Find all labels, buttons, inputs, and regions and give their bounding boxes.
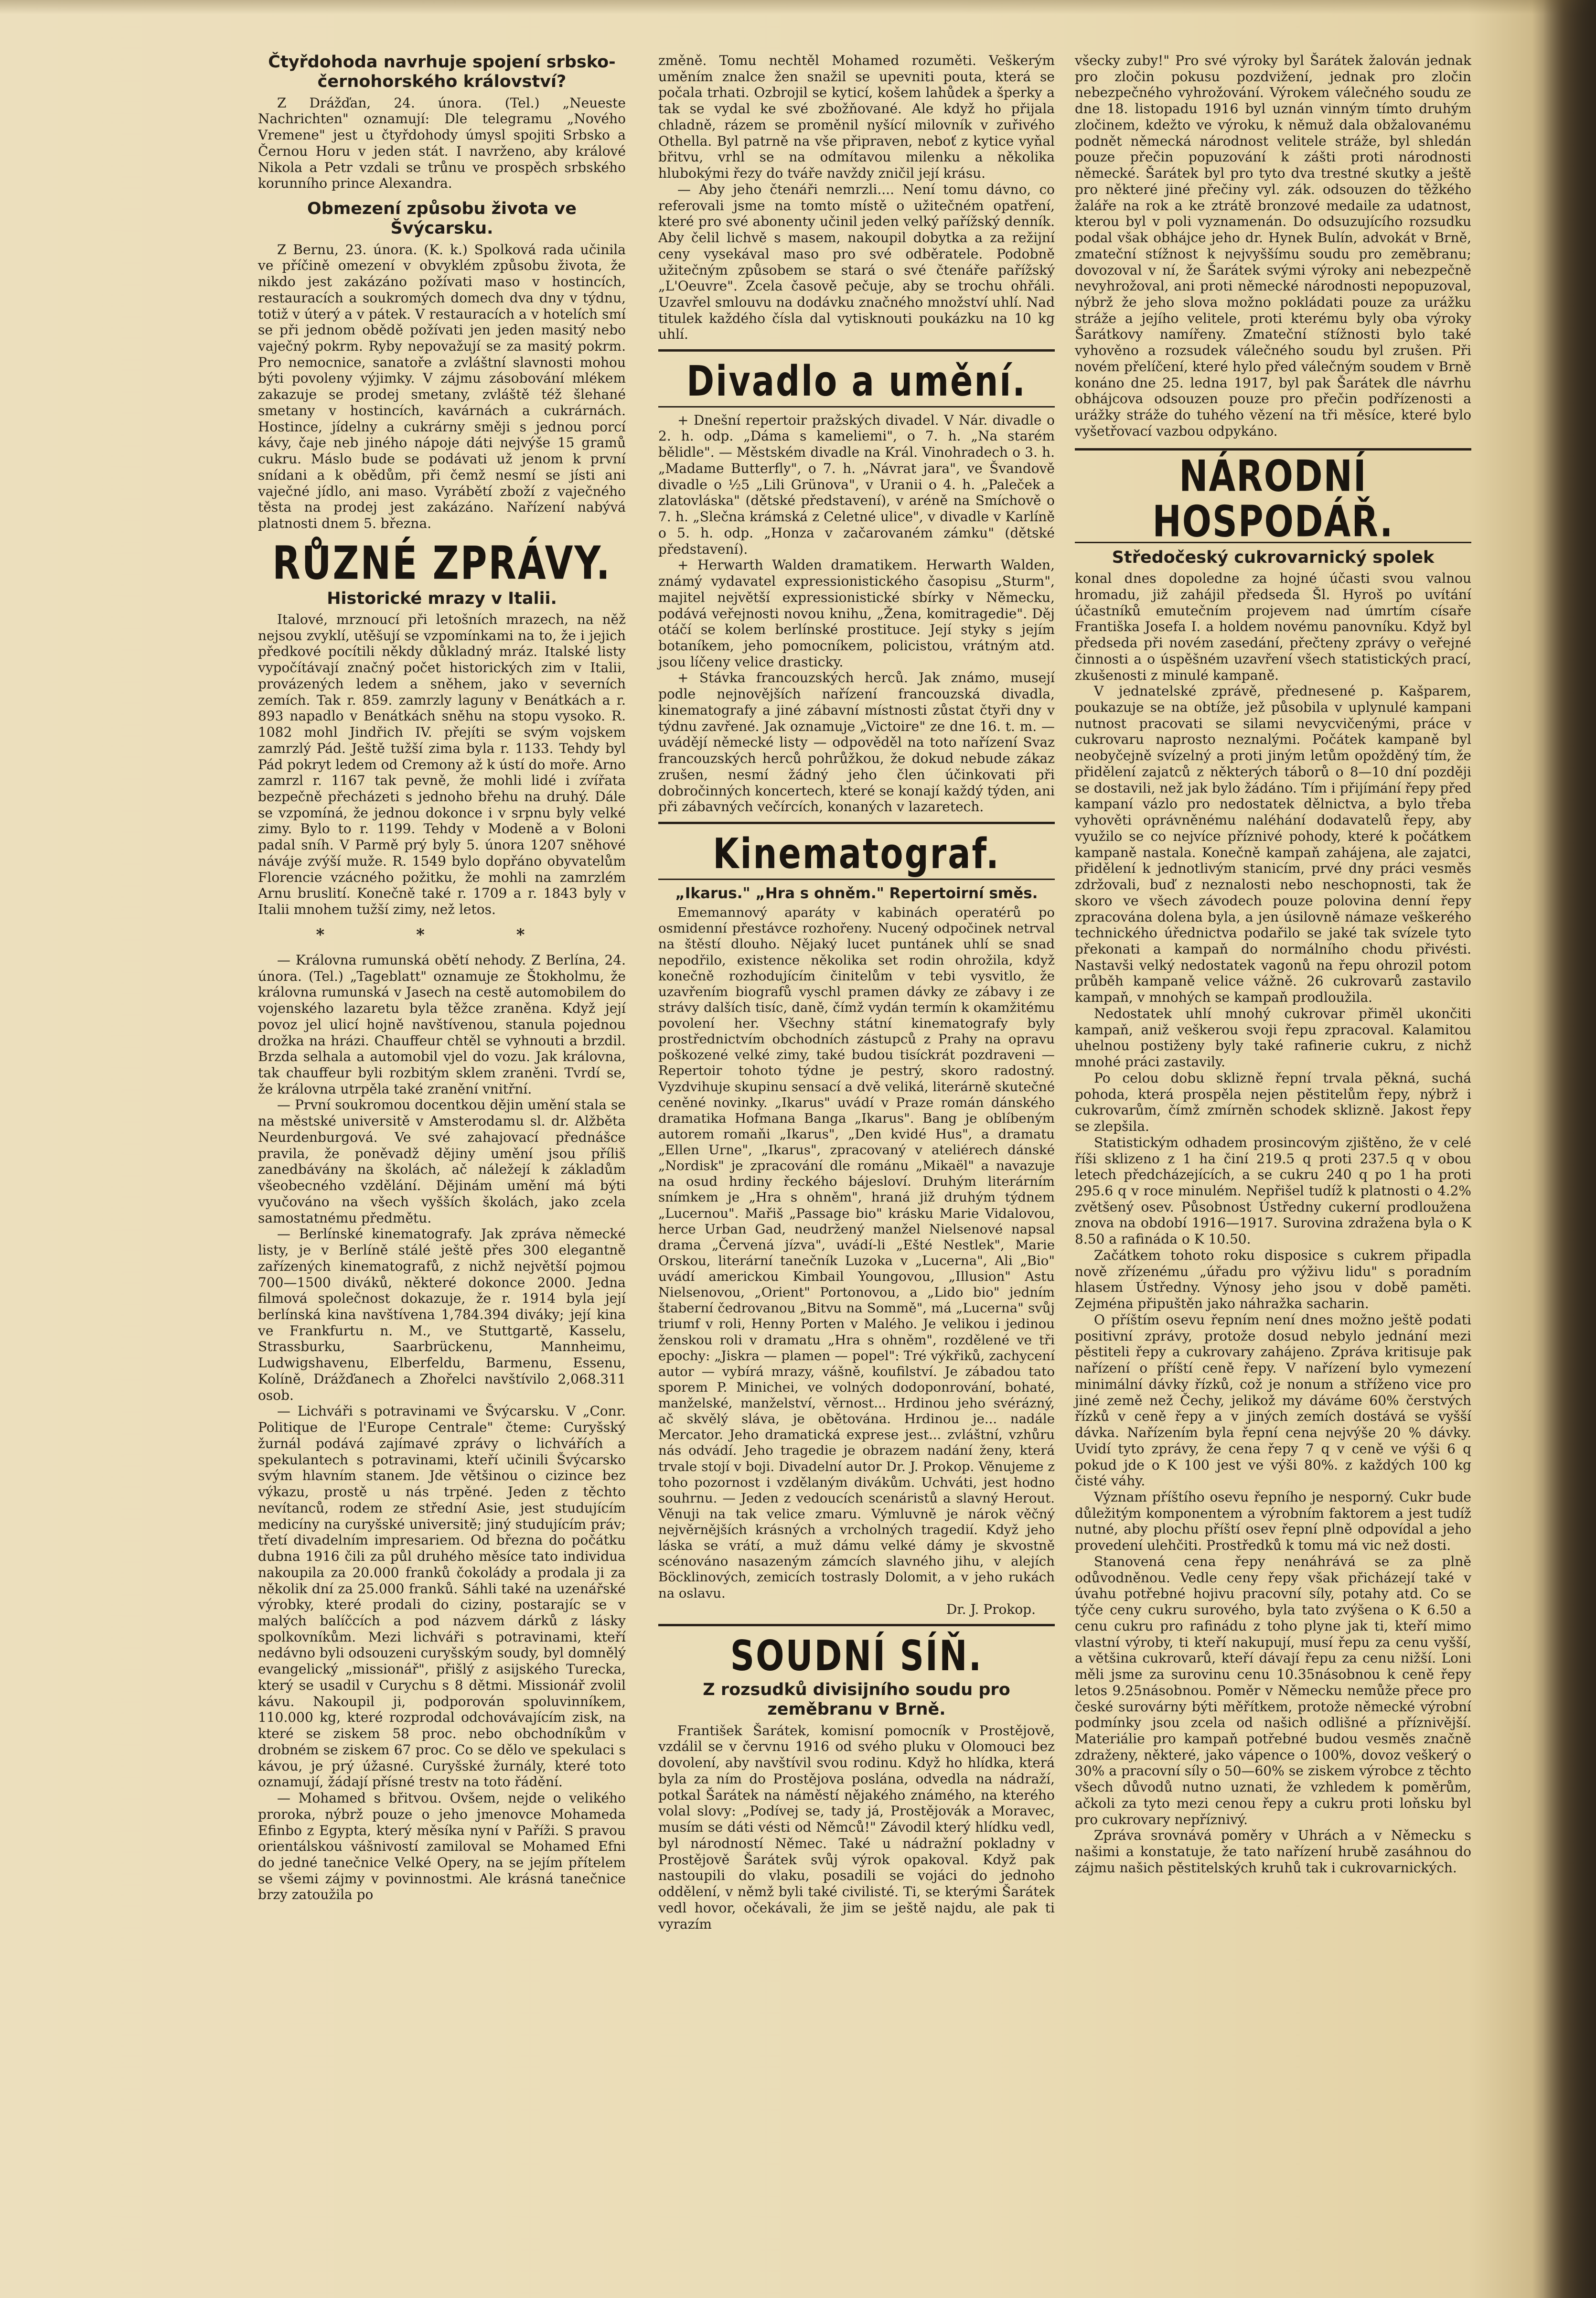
article-cukr-4: Po celou dobu sklizně řepní trvala pěkná, suchá pohoda, která prospěla nejen pěstitelům řepy, nýbrž i cukrovarům, čímž zmírněn schodek sklizně. Jakost řepy se zlepšila.: [1075, 1070, 1471, 1135]
article-cukr-7: O příštím osevu řepním není dnes možno ještě podati positivní zprávy, protože dosud nebylo jednání mezi pěstiteli řepy a cukrovary zahájeno. Zpráva kritisuje pak nařízení o příští ceně řepy. V nařízení bylo vymezení minimální dávky řízků, což je nonum a stříženo vice pro jiné země než Čechy, jelikož my dáváme 60% čerstvých řízků v ceně řepy a v jiných zemích dostává se vyšší dávka. Nařízením byla řepní cena nejvýše 20 % dávky. Uvidí tyto zprávy, že cena řepy 7 q v ceně ve výši 6 q pokud jde o K 100 jest ve výši 80%. z každých 100 kg čisté váhy.: [1075, 1311, 1471, 1489]
binding-edge-shadow: [1543, 0, 1596, 2298]
article-docentka: — První soukromou docentkou dějin umění stala se na městské universitě v Amsterodamu sl. dr. Alžběta Neurdenburgová. Ve své zahajovací přednášce pravila, že poněvadž dějiny umění jsou příliš zanedbávány na školách, ač náležejí k základům všeobecného vzdělání. Dějinám umění má býti vyučováno na všech vyšších školách, jako zcela samostatnému předmětu.: [258, 1097, 626, 1226]
rule: [658, 822, 1055, 824]
article-ctyrdohoda: Z Drážďan, 24. února. (Tel.) „Neueste Nachrichten" oznamují: Dle telegramu „Nového Vremene" jest u čtyřdohody úmysl spojiti Srbsko a Černou Horu v jeden stát. I navrženo, aby králové Nikola a Petr vzdali se trůnu ve prospěch srbského korunního prince Alexandra.: [258, 95, 626, 192]
article-mrazy: Italové, mrznoucí při letošních mrazech, na něž nejsou zvyklí, utěšují se vzpomínkami na to, že i jejich předkové pocítili někdy důkladný mráz. Italské listy vypočítávají značný počet historických zim v Italii, provázených ledem a sněhem, jako v severních zemích. Tak r. 859. zamrzly laguny v Benátkách a r. 893 napadlo v Benátkách sněhu na stopu vysoko. R. 1082 mohl Jindřich IV. přejíti se svým vojskem zamrzlý Pád. Ještě tužší zima byla r. 1133. Tehdy byl Pád pokryt ledem od Cremony až k ústí do moře. Arno zamrzl r. 1167 tak pevně, že mohli lidé i zvířata bezpečně přecházeti s jednoho břehu na druhý. Dále se vzpomíná, že jednou dokonce i v srpnu byly velké zimy. Bylo to r. 1199. Tehdy v Modeně a v Boloni padal sníh. V Parmě prý byly 5. února 1207 sněhové náváje zvýší muže. R. 1549 bylo dopřáno obyvatelům Florencie vzácného požitku, že mohli na zamrzlém Arnu bruslití. Konečně také r. 1709 a r. 1843 byly v Italii mnohem tužší zimy, než letos.: [258, 611, 626, 918]
article-cukr-1: konal dnes dopoledne za hojné účasti svou valnou hromadu, již zahájil předseda Šl. Hyroš po uvítání účastníků emutečním projevem nad úmrtím císaře Františka Josefa I. a holdem novému panovníku. Když byl předseda při novém zasedání, přečteny zprávy o veřejné činnosti a o úspěšném uzavření všech statistických prací, zkušenosti z minulé kampaně.: [1075, 570, 1471, 683]
section-ruzne-zpravy: RŮZNÉ ZPRÁVY.: [272, 536, 611, 590]
article-stavka: + Stávka francouzských herců. Jak známo, musejí podle nejnovějších nařízení francouzská divadla, kinematografy a jiné zábavní místnosti zůstat čtyři dny v týdnu zavřené. Jak oznamuje „Victoire" ze dne 16. t. m. — uvádějí německé listy — odpověděl na toto nařízení Svaz francouzských herců pohrůžkou, že dokud nebude zákaz zrušen, nesmí žádný jeho člen účinkovati při dobročinných koncertech, které se konají každý týden, ani při zábavných večírcích, konaných v lazaretech.: [658, 670, 1055, 815]
article-cukr-3: Nedostatek uhlí mnohý cukrovar přiměl ukončiti kampaň, aniž veškerou svoji řepu zpracoval. Kalamitou uhelnou postiženy byly také rafinerie cukru, z nichž mnohé práci zastavily.: [1075, 1005, 1471, 1070]
article-mohamed-cont: změně. Tomu nechtěl Mohamed rozuměti. Veškerým uměním znalce žen snažil se upevniti pouta, která se počala trhati. Ozbrojil se kyticí, košem lahůdek a šperky a tak se vydal ke své zbožňované. Ale když ho přijala chladně, rázem se proměnil nyšící milovník v zuřivého Othella. Byl patrně na vše připraven, neboť z kytice vyňal břitvu, vrhl se na odmítavou milenku a několika hlubokými řezy do tváře navždy zničil její krásu.: [658, 53, 1055, 182]
headline-mrazy: Historické mrazy v Italii.: [327, 589, 557, 608]
rule: [658, 349, 1055, 352]
article-lichvari: — Lichváři s potravinami ve Švýcarsku. V „Conr. Politique de l'Europe Centrale" čteme: Curyšský žurnál podává zajímavé zprávy o lichvářích a spekulantech s potravinami, kteří učinili Švýcarsko svým hlavním stanem. Jde většinou o cizince bez výkazu, prostě u nás trpěné. Jeden z těchto nevítanců, rodem ze střední Asie, jest studujícím medicíny na curyšské universitě; jiný studujícím práv; třetí divadelním impresariem. Od března do počátku dubna 1916 čili za půl druhého měsíce tato individua nakoupila za 20.000 franků čokolády a prodala ji za několik dní za 25.000 franků. Sáhli také na uzenářské výrobky, které prodali do ciziny, postarajíc se v malých balíčcích a pod názvem dárků z lásky spolkovníkům. Mezi lichváři s potravinami, kteří nedávno byli odsouzeni curyšským soudy, byl domnělý evangelický „missionář", přišlý z asijského Turecka, který se usadil v Curychu s 8 dětmi. Missionář zvolil kávu. Nakoupil ji, podporován spoluvinníkem, 110.000 kg, které rozprodal odchovávajícím zisk, na které se ziskem 58 proc. nebo obchodníkům v drobném se ziskem 67 proc. Co se dělo ve spekulaci s kávou, je prý úžasné. Curyšské žurnály, které toto oznamují, žádají přísné trestv na toto řádění.: [258, 1403, 626, 1790]
rule: [1075, 448, 1471, 451]
separator-stars: * * *: [316, 925, 568, 945]
headline-ikarus: „Ikarus." „Hra s ohněm." Repertoirní směs.: [675, 884, 1038, 902]
section-kinematograf: Kinematograf.: [713, 829, 1000, 879]
article-cukr-10: Zpráva srovnává poměry v Uhrách a v Německu s našimi a konstatuje, že tato nařízení hrubě zasáhnou do zájmu našich pěstitelských kruhů tak i cukrovarnických.: [1075, 1827, 1471, 1876]
column-left: [258, 53, 626, 2231]
article-saratek: František Šarátek, komisní pomocník v Prostějově, vzdálil se v červnu 1916 od svého pluku v Olomouci bez dovolení, aby navštívil svou rodinu. Když ho hlídka, která byla za ním do Prostějova poslána, odvedla na nádraží, potkal Šarátek na náměstí nějakého známého, na kterého volal slovy: „Podívej se, tady já, Prostějovák a Moravec, musím se dáti vésti od Němců!" Závodil který hlídku vedl, byl národností Němec. Také u nádražní pokladny v Prostějově Šarátek svůj výrok opakoval. Když pak nastoupili do vlaku, posadili se vojáci do jednoho oddělení, v němž byli také civilisté. Ti, se kterými Šarátek vedl hovor, očekávali, že jim se ještě najdu, ale pak ti vyrazím: [658, 1722, 1055, 1932]
headline-cukrovarnicky: Středočeský cukrovarnický spolek: [1112, 548, 1435, 567]
headline-ctyrdohoda: Čtyřdohoda navrhuje spojení srbsko-černohorského království?: [268, 53, 616, 92]
byline-prokop: Dr. J. Prokop.: [946, 1601, 1036, 1617]
rule: [658, 879, 1055, 880]
rule: [658, 1624, 1055, 1626]
article-svycarsko: Z Bernu, 23. února. (K. k.) Spolková rada učinila ve příčině omezení v obvyklém způsobu života, že nikdo jest zakázáno požívati maso v hostincích, restauracích a soukromých domech dva dny v týdnu, totiž v úterý a v pátek. V restauracích a v hotelích smí se při jednom obědě požívati jen jeden masitý nebo vaječný pokrm. Ryby nepovažují se za masitý pokrm. Pro nemocnice, sanatoře a zvláštní slavnosti mohou býti povoleny výjimky. V zájmu zásobování mlékem zakazuje se prodej smetany, zvláště též šlehané smetany v hostincích, kavárnách a cukrárnách. Hostince, jídelny a cukrárny směji s jednou porcí kávy, čaje neb jiného nápoje dáti nejvýše 15 gramů cukru. Máslo bude se podávati už jenom k první snídani a k obědům, při čemž nesmí se jísti ani vaječné jídlo, ani maso. Vyrábětí zboží z vaječného těsta na prodej jest zakázáno. Nařízení nabývá platnosti dnem 5. března.: [258, 241, 626, 532]
article-kralovna: — Královna rumunská obětí nehody. Z Berlína, 24. února. (Tel.) „Tageblatt" oznamuje ze Štokholmu, že královna rumunská v Jasech na cestě automobilem do vojenského lazaretu byla těžce zraněna. Když její povoz jel ulicí hojně navštívenou, stanula pojednou drožka na hrázi. Chauffeur chtěl se vyhnouti a brzdil. Brzda selhala a automobil vjel do vozu. Jak královna, tak chauffeur byli rozbitým sklem zraněni. Tvrdí se, že královna utrpěla také zranění vnitřní.: [258, 952, 626, 1097]
article-ctenari: — Aby jeho čtenáři nemrzli.... Není tomu dávno, co referovali jsme na tomto místě o užitečném opatření, které pro své abonenty učinil jeden velký pařížský denník. Aby čelil lichvě s masem, nakoupil dobytka a za režijní ceny vysekával maso pro své odběratele. Podobně užitečným způsobem se stará o své čtenáře pařížský „L'Oeuvre". Zcela časově pečuje, aby se trochu ohřáli. Uzavřel smlouvu na dodávku značného množství uhlí. Nad titulek každého čísla dal vytisknouti poukázku na 10 kg uhlí.: [658, 181, 1055, 343]
article-cukr-2: V jednatelské zprávě, přednesené p. Kašparem, poukazuje se na obtíže, jež působila v uplynulé kampani nutnost pracovati se silami nevycvičenými, práce v cukrovaru naprosto neznalými. Počátek kampaně byl neobyčejně svízelný a proti jiným letům opožděný tím, že přidělení zajatců z některých táborů o 8—10 dní později se dostavili, než jak bylo žádáno. Tím i přijímání řepy před kampaní vázlo pro nedostatek dělnictva, a bylo třeba vyhověti oprávněnému naléhání dodavatelů řepy, aby využilo se co nejvíce příznivé pohody, které k počátkem kampaně nastala. Konečně kampaň zahájena, ale zajatci, přidělení k jednotlivým stanicím, prvé dny práci vesměs zdržovali, buď z neznalosti nebo neschopnosti, tak že skoro ve všech závodech pouze polovina denní řepy zpracována dolena byla, a jen úsilovně námaze veškerého technického úřednictva podařilo se jaké tak svízele tyto překonati a kampaň do normálního chodu přivésti. Nastavši velký nedostatek vagonů na řepu ohrozil potom průběh kampaně velice vážně. 26 cukrovarů zastavilo kampaň, v mnohých se kampaň prodloužila.: [1075, 683, 1472, 1006]
rule: [658, 406, 1055, 408]
article-kino-repertoir: Ememannový aparáty v kabinách operatérů po osmidenní přestávce rozhořeny. Nucený odpočinek netrval na štěstí dlouho. Nějaký lucet puntánek uhlí se snad nepodřilo, existence několika set rodin ohrožila, když konečně rozhodujícím činitelům v tebi vysvitlo, že uzavřením biografů vyschl pramen dávky ze zábavy i ze strávy dalších tisíc, daně, čímž vydán termín k okamžitému povolení her. Všechny státní kinematografy byly prostřednictvím obchodních zástupců z Prahy na opravu poškozené velké zimy, také budou tisíckrát pozdraveni — Repertoir tohoto týdne je pestrý, skoro radostný. Vyzdvihuje skupinu sensací a dvě veliká, literárně skutečné ceněné novinky. „Ikarus" uvádí v Praze román dánského dramatika Hofmana Banga „Ikarus". Bang je oblíbeným autorem romaňi „Ikarus", „Den kvidé Hus", a dramatu „Ellen Urne", „Ikarus", zpracovaný v ateliérech dánské „Nordisk" je zpracování dle románu „Mikaël" a navazuje na osud hrdiny řeckého bájesloví. Druhým literárním snímkem je „Hra s ohněm", hraná již druhým týdnem „Lucernou". Mařiš „Passage bio" krásku Marie Vidalovou, herce Urban Gad, neudržený manžel Nielsenové napsal drama „Červená jízva", uvádí-li „Ešté Nestlek", Marie Orskou, literární tanečník Luzoka v „Lucerna", Ali „Bio" uvádí americkou Kimbail Youngovou, „Illusion" Astu Nielsenovou, „Orient" Portonovou, a „Lido bio" jedním štaberní čedrovanou „Bitvu na Sommě", má „Lucerna" svůj triumf v roli, Henny Porten v Malého. Je velikou i jedinou ženskou roli v dramatu „Hra s ohněm", rozdělené ve tři epochy: „Jiskra — plamen — popel": Tré výkřiků, zachycení autor — vybírá mrazy, vášně, koufilství. Je zábadou tato sporem P. Minichei, ve volných dodoponrování, bohaté, manželské, manželství, věrnost... Hrdinou jeho svérázný, ač skvělý sláva, je obětována. Hrdinou je... nadále Mercator. Jeho dramatická exprese jest... zvláštní, vzhůru nás odvádí. Jeho tragedie je obrazem nadání ženy, která trvale stojí v boji. Divadelní autor Dr. J. Prokop. Věnujeme z toho pozornost i vzdělaným divákům. Uchváti, jest hodno souhrnu. — Jeden z vedoucích scenáristů a slavný Herout. Věnuji na tak velice zmaru. Výmluvně je nárok věčný nejvěrnějších krásných a vrcholných tragedií. Když jeho láska se vrátí, a muž dámu velké dámy je skvostně scénováno nasazeným zámcích slavného jihu, v alejích Böcklinových, zemicích tostrasly Dolomit, a v jeho rukách na oslavu.: [658, 905, 1055, 1601]
article-cukr-6: Začátkem tohoto roku disposice s cukrem připadla nově zřízenému „úřadu pro výživu lidu" s poradním hlasem Ústředny. Výnosy jeho jsou v době paměti. Zejména připuštěn jako náhražka sacharin.: [1075, 1247, 1471, 1312]
article-walden: + Herwarth Walden dramatikem. Herwarth Walden, známý vydavatel expressionistického časopisu „Sturm", majitel největší expressionistické sbírky v Německu, podává veřejnosti novou knihu, „Žena, komitragedie". Děj otáčí se kolem berlínské prostituce. Její styky s jejím botaníkem, jeho pomocníkem, policistou, vrátným atd. jsou líčeny velice drasticky.: [658, 557, 1055, 670]
page-edge-shadow: [0, 0, 1596, 14]
article-cukr-8: Význam příštího osevu řepního je nesporný. Cukr bude důležitým komponentem a výrobním faktorem a jest tudíž nutné, aby plochu příští osev řepní plně odpovídal a jeho provedení ulehčiti. Prostředků k tomu má vic než dosti.: [1075, 1489, 1471, 1554]
article-repertoir: + Dnešní repertoir pražských divadel. V Nár. divadle o 2. h. odp. „Dáma s kameliemi", o 7. h. „Na starém bělidle". — Městském divadle na Král. Vinohradech o 3. h. „Madame Butterfly", o 7. h. „Návrat jara", ve Švandově divadle o ½5 „Lili Grünova", v Uranii o 4. h. „Paleček a zlatovláska" (dětské představení), v aréně na Smíchově o 7. h. „Slečna krámská z Celetné ulice", v divadle v Karlíně o 5. h. odp. „Honza v začarovaném zámku" (dětské představení).: [658, 412, 1055, 557]
article-mohamed: — Mohamed s břitvou. Ovšem, nejde o velikého proroka, nýbrž pouze o jeho jmenovce Mohameda Efinbo z Egypta, který měsíka nyní v Paříži. S pravou orientálskou vášnivostí zamiloval se Mohamed Efni do jedné tanečnice Velké Opery, na se jejím přítelem se všemi zájmy v povinnostmi. Ale krásná tanečnice brzy zatoužila po: [258, 1790, 626, 1903]
article-kinematografy: — Berlínské kinematografy. Jak zpráva německé listy, je v Berlíně stálé ještě přes 300 elegantně zařízených kinematografů, z nichž největší pojmou 700—1500 diváků, některé dokonce 2000. Jedna filmová společnost dokazuje, že r. 1914 byla její berlínská kina navštívena 1,784.394 diváky; její kina ve Frankfurtu n. M., ve Stuttgartě, Kasselu, Strassburku, Saarbrückenu, Mannheimu, Ludwigshavenu, Elberfeldu, Barmenu, Essenu, Kolíně, Drážďanech a Zhořelci navštívilo 2,068.311 osob.: [258, 1226, 626, 1403]
headline-rozsudky: Z rozsudků divisijního soudu pro zeměbranu v Brně.: [703, 1680, 1010, 1719]
article-cukr-9: Stanovená cena řepy nenáhrává se za plně odůvodněnou. Vedle ceny řepy však přicházejí také v úvahu potřebné hojivu pracovní síly, potahy atd. Co se týče ceny cukru surového, byla tato zvýšena o K 6.50 a cenu cukru pro rafinádu z toho plyne jak ti, kteří mimo vlastní výroby, ti kteří nakupují, musí řepu za cenu vyšší, a většina cukrovarů, kteří dávají řepu za cenu nižší. Loni měli jsme za surovinu cenu 10.35násobnou k ceně řepy letos 9.25násobnou. Poměr v Německu nemůže přece pro české surovárny býti měřítkem, protože německé výrobní podmínky jsou zcela od našich odlišné a příznivější. Materiálie pro kampaň potřebné budou vesměs značně zdraženy, některé, jako vápence o 100%, dovoz veškerý o 30% a pracovní síly o 50—60% se ziskem výrobce z těchto všech důvodů nutno uznati, že vzhledem k poměrům, ačkoli za tyto mezi cenou řepy a cukru proti loňsku byl pro cukrovary nepříznivý.: [1075, 1553, 1471, 1827]
column-right: [1075, 53, 1472, 1876]
article-cukr-5: Statistickým odhadem prosincovým zjištěno, že v celé říši sklizeno z 1 ha činí 219.5 q proti 237.5 q v obou letech předcházejících, a se cukru 240 q po 1 ha proti 295.6 q v roce minulém. Nepřišel tudíž k platnosti o 4.2% zvětšený osev. Působnost Ústředny cukerní prodloužena znova na období 1916—1917. Surovina zdražena byla o K 8.50 a rafináda o K 10.50.: [1075, 1134, 1471, 1247]
headline-svycarsko: Obmezení způsobu života ve Švýcarsku.: [307, 199, 577, 238]
column-middle: [658, 53, 1055, 2212]
section-divadlo: Divadlo a umění.: [686, 356, 1027, 406]
section-narodni-hospodar: NÁRODNÍ HOSPODÁŘ.: [1152, 451, 1394, 546]
section-soudni-sin: SOUDNÍ SÍŇ.: [730, 1631, 983, 1680]
article-saratek-cont: všecky zuby!" Pro své výroky byl Šarátek žalován jednak pro zločin pokusu pozdvižení, jednak pro zločin nebezpečného vyhrožování. Výrokem válečného soudu ze dne 18. listopadu 1916 byl uznán vinným tímto druhým zločinem, kdežto ve výroku, k němuž dala obžalovanému podnět německá národnost velitele stráže, byl shledán pouze přečin popuzování k zášti proti národnosti německé. Šarátek byl pro tyto dva trestné skutky a ještě pro některé jiné přečiny vyl. zák. odsouzen do těžkého žaláře na rok a ke ztrátě bronzové medaile za udatnost, kterou byl v poli vyznamenán. Do odsuzujícího rozsudku podal však obhájce jeho dr. Hynek Bulín, advokát v Brně, zmateční stížnost k nejvyššímu soudu pro zeměbranu; dovozoval v ní, že Šarátek svými výroky ani nebezpečně nevyhrožoval, ani proti německé národnosti nepopuzoval, nýbrž že jeho slova možno pokládati pouze za urážku stráže a jejího velitele, proti kterému byly oba výroky Šarátkovy namířeny. Zmateční stížnosti bylo také vyhověno a rozsudek válečného soudu byl zrušen. Při novém přelíčení, které hylo před válečným soudem v Brně konáno dne 25. ledna 1917, byl pak Šarátek dle návrhu obhájcova odsouzen pouze pro přečin podřízenosti a urážky stráže do tuhého vězení na tři měsíce, které bylo vyšetřovací vazbou odpykáno.: [1075, 53, 1471, 439]
